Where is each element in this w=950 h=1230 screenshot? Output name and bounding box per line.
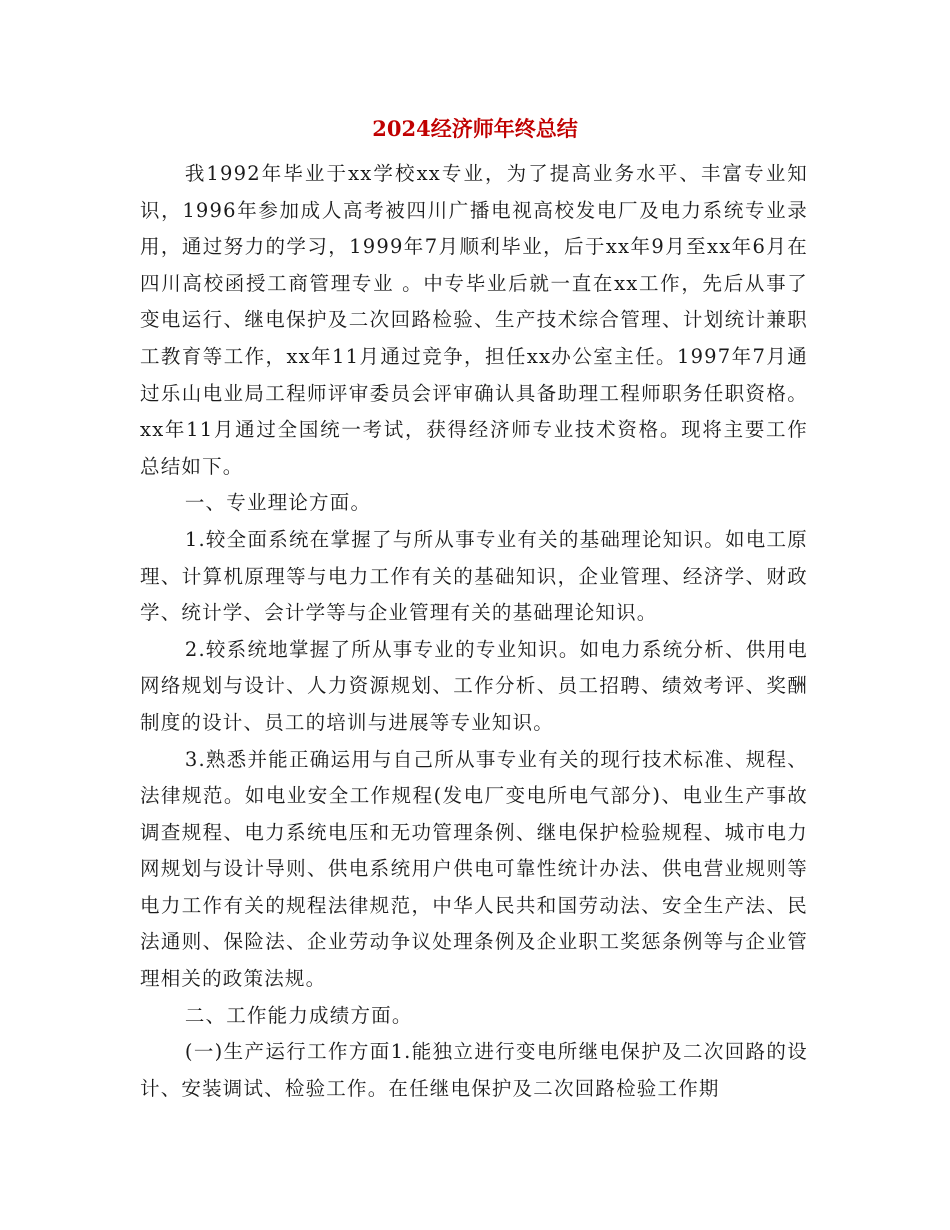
document-body — [140, 156, 808, 1107]
theory-item-3: 3.熟悉并能正确运用与自己所从事专业有关的现行技术标准、规程、法律规范。如电业安全工作规程(发电厂变电所电气部分)、电业生产事故调查规程、电力系统电压和无功管理条例、继电保护检验规程、城市电力网规划与设计导则、供电系统用户供电可靠性统计办法、供电营业规则等电力工作有关的规程法律规范，中华人民共和国劳动法、安全生产法、民法通则、保险法、企业劳动争议处理条例及企业职工奖惩条例等与企业管理相关的政策法规。 — [140, 747, 808, 991]
document-title: 2024经济师年终总结 — [372, 116, 578, 141]
ability-item-1: (一)生产运行工作方面1.能独立进行变电所继电保护及二次回路的设计、安装调试、检验工作。在任继电保护及二次回路检验工作期 — [140, 1040, 808, 1100]
theory-item-2: 2.较系统地掌握了所从事专业的专业知识。如电力系统分析、供用电网络规划与设计、人力资源规划、工作分析、员工招聘、绩效考评、奖酬制度的设计、员工的培训与进展等专业知识。 — [140, 637, 808, 734]
section-heading-ability: 二、工作能力成绩方面。 — [184, 1003, 413, 1027]
intro-paragraph: 我1992年毕业于xx学校xx专业，为了提高业务水平、丰富专业知识，1996年参加成人高考被四川广播电视高校发电厂及电力系统专业录用，通过努力的学习，1999年7月顺利毕业，后于xx年9月至xx年6月在四川高校函授工商管理专业 。中专毕业后就一直在xx工作，先后从事了变电运行、继电保护及二次回路检验、生产技术综合管理、计划统计兼职工教育等工作，xx年11月通过竞争，担任xx办公室主任。1997年7月通过乐山电业局工程师评审委员会评审确认具备助理工程师职务任职资格。xx年11月通过全国统一考试，获得经济师专业技术资格。现将主要工作总结如下。 — [140, 162, 808, 478]
theory-item-1: 1.较全面系统在掌握了与所从事专业有关的基础理论知识。如电工原理、计算机原理等与电力工作有关的基础知识，企业管理、经济学、财政学、统计学、会计学等与企业管理有关的基础理论知识。 — [140, 527, 808, 625]
section-heading-theory: 一、专业理论方面。 — [184, 491, 372, 515]
